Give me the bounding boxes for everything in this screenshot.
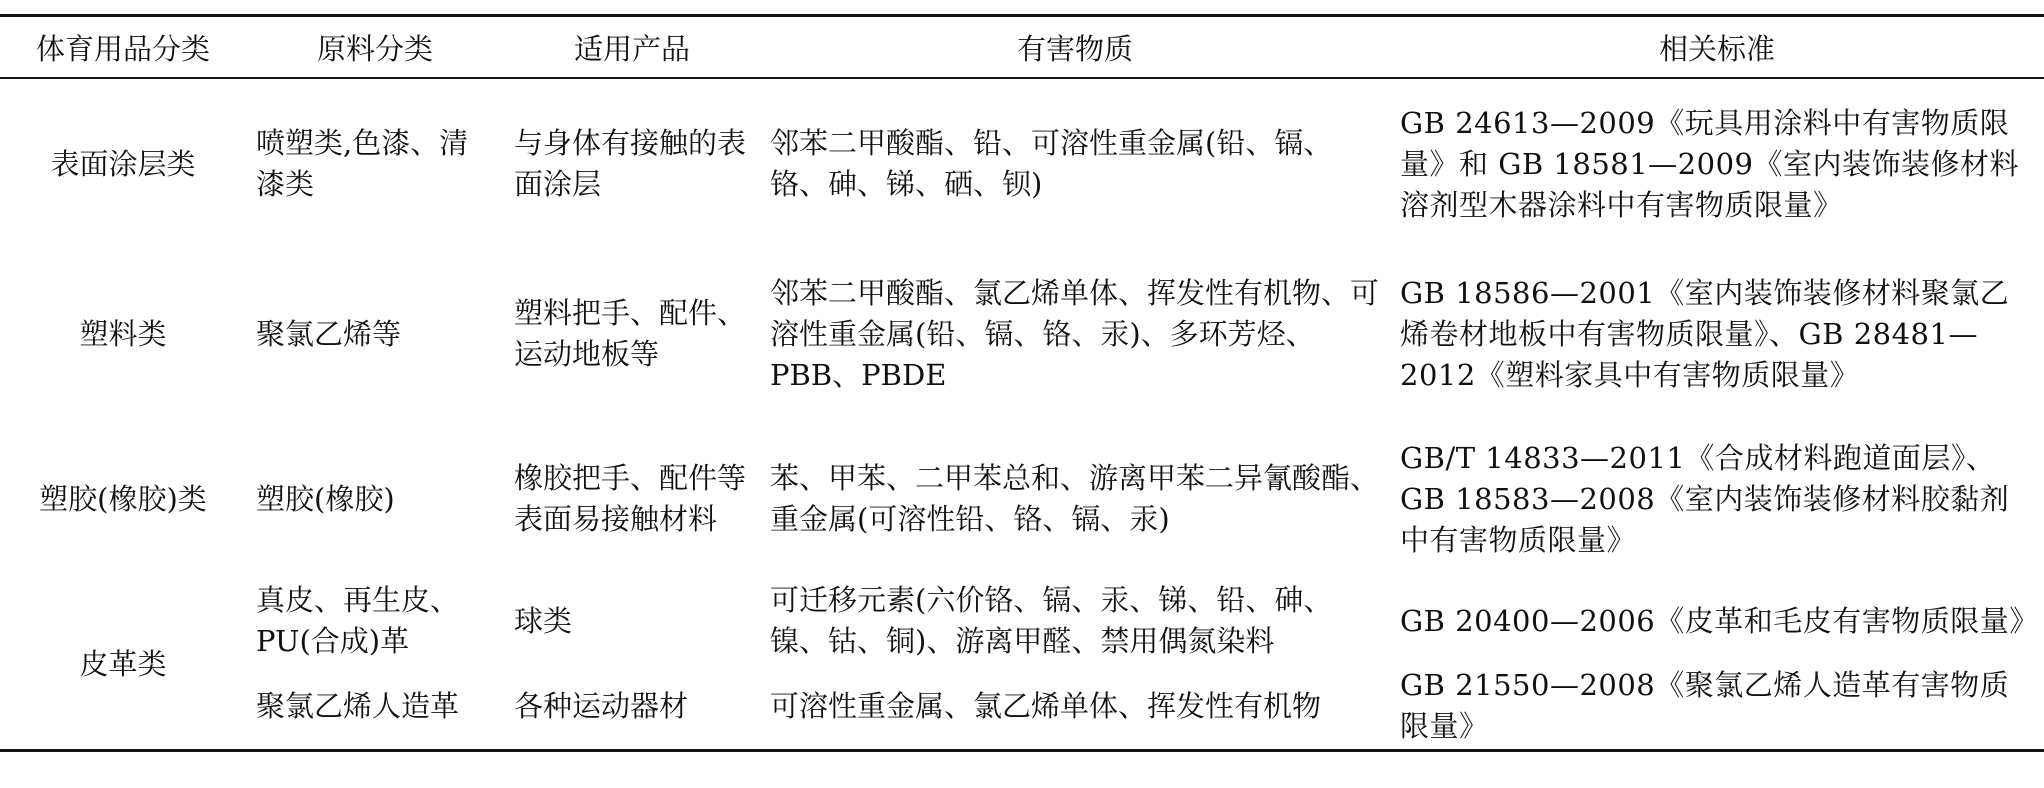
- header-raw-material: 原料分类: [316, 31, 433, 66]
- category-cell: 塑料类: [79, 316, 167, 351]
- table-row: [0, 78, 2044, 249]
- related-standards-cell: GB 20400—2006《皮革和毛皮有害物质限量》: [1400, 603, 2039, 638]
- category-cell: 表面涂层类: [50, 146, 196, 181]
- table-row: [0, 419, 2044, 579]
- related-standards-cell: GB/T 14833—2011《合成材料跑道面层》、GB 18583—2008《室内装饰装修材料胶黏剂中有害物质限量》: [1400, 440, 2010, 557]
- harmful-substances-cell: 可溶性重金属、氯乙烯单体、挥发性有机物: [770, 688, 1322, 723]
- table-row: [0, 249, 2044, 419]
- applicable-product-cell: 与身体有接触的表面涂层: [514, 126, 747, 201]
- applicable-product-cell: 橡胶把手、配件等表面易接触材料: [514, 461, 747, 536]
- harmful-substances-cell: 邻苯二甲酸酯、铅、可溶性重金属(铅、镉、铬、砷、锑、硒、钡): [770, 126, 1333, 201]
- table-row: [0, 663, 2044, 751]
- category-cell: 塑胶(橡胶)类: [39, 481, 207, 516]
- table-row: [0, 579, 2044, 663]
- header-applicable-product: 适用产品: [573, 31, 690, 66]
- hazard-standards-table: [0, 14, 2044, 752]
- harmful-substances-cell: 可迁移元素(六价铬、镉、汞、锑、铅、砷、镍、钴、铜)、游离甲醛、禁用偶氮染料: [770, 583, 1333, 658]
- related-standards-cell: GB 21550—2008《聚氯乙烯人造革有害物质限量》: [1400, 668, 2010, 743]
- related-standards-cell: GB 18586—2001《室内装饰装修材料聚氯乙烯卷材地板中有害物质限量》、GB 28481—2012《塑料家具中有害物质限量》: [1400, 275, 2010, 392]
- raw-material-cell: 喷塑类,色漆、清漆类: [256, 126, 469, 201]
- harmful-substances-cell: 邻苯二甲酸酯、氯乙烯单体、挥发性有机物、可溶性重金属(铅、镉、铬、汞)、多环芳烃、PBB、PBDE: [770, 275, 1380, 392]
- raw-material-cell: 聚氯乙烯人造革: [256, 688, 460, 723]
- applicable-product-cell: 球类: [514, 603, 573, 638]
- raw-material-cell: 聚氯乙烯等: [256, 316, 402, 351]
- hazard-standards-table-container: [0, 14, 2044, 752]
- header-related-standards: 相关标准: [1658, 31, 1775, 66]
- raw-material-cell: 真皮、再生皮、PU(合成)革: [256, 583, 460, 658]
- header-harmful-substances: 有害物质: [1016, 31, 1133, 66]
- header-category: 体育用品分类: [35, 31, 210, 66]
- table-header-row: [0, 16, 2044, 79]
- category-cell: 皮革类: [79, 646, 167, 681]
- harmful-substances-cell: 苯、甲苯、二甲苯总和、游离甲苯二异氰酸酯、重金属(可溶性铅、铬、镉、汞): [770, 461, 1380, 536]
- applicable-product-cell: 各种运动器材: [514, 688, 689, 723]
- applicable-product-cell: 塑料把手、配件、运动地板等: [514, 296, 747, 371]
- raw-material-cell: 塑胶(橡胶): [256, 481, 395, 516]
- related-standards-cell: GB 24613—2009《玩具用涂料中有害物质限量》和 GB 18581—2009《室内装饰装修材料溶剂型木器涂料中有害物质限量》: [1400, 105, 2019, 222]
